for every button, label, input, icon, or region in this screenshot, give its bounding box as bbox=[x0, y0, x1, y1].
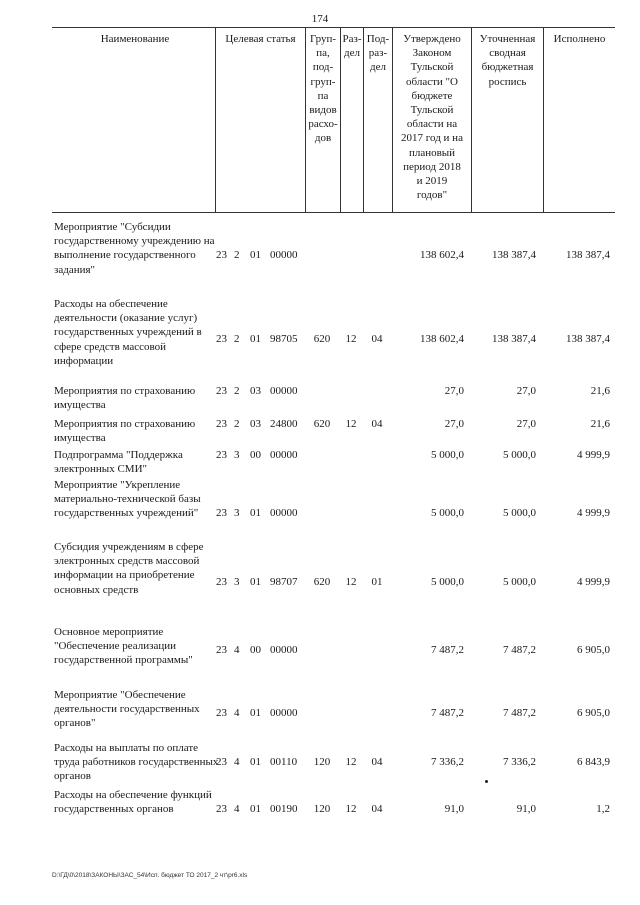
row-approved: 7 336,2 bbox=[431, 756, 464, 768]
row-a: 23 bbox=[216, 507, 227, 519]
row-c: 01 bbox=[250, 803, 261, 815]
row-specified: 5 000,0 bbox=[503, 449, 536, 461]
row-specified: 7 336,2 bbox=[503, 756, 536, 768]
row-d: 98707 bbox=[270, 576, 298, 588]
row-b: 2 bbox=[234, 385, 240, 397]
row-approved: 27,0 bbox=[444, 418, 464, 430]
row-approved: 7 487,2 bbox=[431, 644, 464, 656]
row-approved: 91,0 bbox=[444, 803, 464, 815]
header-podrazdel: Под- раз- дел bbox=[366, 33, 390, 74]
footer-path: D:\ГД\0\2018\ЗАКОНЫ\ЗАС_54\Исп. бюджет ТО 2017_2 чт\pr6.xls bbox=[52, 872, 248, 879]
row-podrazdel: 04 bbox=[371, 418, 383, 430]
row-b: 4 bbox=[234, 644, 240, 656]
row-d: 00000 bbox=[270, 449, 298, 461]
row-group: 120 bbox=[313, 756, 331, 768]
row-a: 23 bbox=[216, 576, 227, 588]
header-name: Наименование bbox=[100, 33, 170, 45]
row-a: 23 bbox=[216, 803, 227, 815]
row-executed: 138 387,4 bbox=[566, 333, 610, 345]
stray-dot bbox=[485, 780, 488, 783]
row-b: 2 bbox=[234, 249, 240, 261]
row-approved: 5 000,0 bbox=[431, 507, 464, 519]
row-specified: 138 387,4 bbox=[492, 249, 536, 261]
row-executed: 4 999,9 bbox=[577, 449, 610, 461]
row-a: 23 bbox=[216, 333, 227, 345]
row-executed: 6 843,9 bbox=[577, 756, 610, 768]
header-razdel: Раз- дел bbox=[342, 33, 362, 60]
row-d: 24800 bbox=[270, 418, 298, 430]
row-name: Мероприятие "Обеспечение деятельности государственных органов" bbox=[54, 689, 200, 730]
row-razdel: 12 bbox=[345, 576, 357, 588]
page-number: 174 bbox=[311, 13, 329, 25]
row-a: 23 bbox=[216, 707, 227, 719]
row-executed: 6 905,0 bbox=[577, 707, 610, 719]
row-b: 4 bbox=[234, 756, 240, 768]
row-d: 00000 bbox=[270, 385, 298, 397]
header-group: Груп- па, под- груп- па видов расхо- дов bbox=[308, 33, 338, 145]
header-approved: Утверждено Законом Тульской области "О бюджете Тульской области на 2017 год и на плановый период 2018 и 2019 годов" bbox=[401, 33, 463, 202]
row-c: 01 bbox=[250, 707, 261, 719]
row-name: Подпрограмма "Поддержка электронных СМИ" bbox=[54, 449, 183, 476]
row-d: 00000 bbox=[270, 249, 298, 261]
row-b: 2 bbox=[234, 333, 240, 345]
row-name: Основное мероприятие "Обеспечение реализации государственной программы" bbox=[54, 626, 193, 667]
header-executed: Исполнено bbox=[553, 33, 606, 45]
row-c: 03 bbox=[250, 385, 261, 397]
row-b: 3 bbox=[234, 449, 240, 461]
row-specified: 5 000,0 bbox=[503, 576, 536, 588]
row-d: 00190 bbox=[270, 803, 298, 815]
row-razdel: 12 bbox=[345, 418, 357, 430]
row-group: 120 bbox=[313, 803, 331, 815]
row-specified: 7 487,2 bbox=[503, 644, 536, 656]
row-name: Субсидия учреждениям в сфере электронных средств массовой информации на приобретение основных средств bbox=[54, 541, 204, 596]
row-b: 3 bbox=[234, 576, 240, 588]
row-approved: 138 602,4 bbox=[420, 249, 464, 261]
row-c: 01 bbox=[250, 576, 261, 588]
row-c: 00 bbox=[250, 644, 261, 656]
row-podrazdel: 04 bbox=[371, 333, 383, 345]
row-executed: 21,6 bbox=[590, 418, 610, 430]
row-c: 01 bbox=[250, 333, 261, 345]
row-name: Мероприятие "Укрепление материально-технической базы государственных учреждений" bbox=[54, 479, 201, 520]
row-specified: 7 487,2 bbox=[503, 707, 536, 719]
row-group: 620 bbox=[313, 576, 331, 588]
row-approved: 138 602,4 bbox=[420, 333, 464, 345]
row-name: Мероприятия по страхованию имущества bbox=[54, 385, 196, 412]
row-a: 23 bbox=[216, 756, 227, 768]
row-b: 4 bbox=[234, 707, 240, 719]
row-specified: 27,0 bbox=[516, 385, 536, 397]
row-executed: 4 999,9 bbox=[577, 507, 610, 519]
row-executed: 4 999,9 bbox=[577, 576, 610, 588]
row-c: 03 bbox=[250, 418, 261, 430]
row-razdel: 12 bbox=[345, 803, 357, 815]
row-name: Расходы на выплаты по оплате труда работников государственных органов bbox=[54, 742, 219, 783]
row-executed: 21,6 bbox=[590, 385, 610, 397]
row-d: 98705 bbox=[270, 333, 298, 345]
table-header bbox=[52, 27, 615, 213]
row-group: 620 bbox=[313, 418, 331, 430]
row-specified: 91,0 bbox=[516, 803, 536, 815]
row-c: 00 bbox=[250, 449, 261, 461]
row-name: Расходы на обеспечение функций государственных органов bbox=[54, 789, 212, 816]
row-executed: 6 905,0 bbox=[577, 644, 610, 656]
row-podrazdel: 04 bbox=[371, 756, 383, 768]
row-d: 00110 bbox=[270, 756, 298, 768]
row-podrazdel: 04 bbox=[371, 803, 383, 815]
row-approved: 5 000,0 bbox=[431, 449, 464, 461]
row-a: 23 bbox=[216, 249, 227, 261]
row-name: Расходы на обеспечение деятельности (оказание услуг) государственных учреждений в сфере средств массовой информации bbox=[54, 298, 202, 367]
row-b: 4 bbox=[234, 803, 240, 815]
row-a: 23 bbox=[216, 418, 227, 430]
row-executed: 138 387,4 bbox=[566, 249, 610, 261]
row-d: 00000 bbox=[270, 707, 298, 719]
header-target-article: Целевая статья bbox=[225, 33, 296, 45]
row-specified: 5 000,0 bbox=[503, 507, 536, 519]
row-razdel: 12 bbox=[345, 756, 357, 768]
row-razdel: 12 bbox=[345, 333, 357, 345]
row-a: 23 bbox=[216, 449, 227, 461]
row-c: 01 bbox=[250, 249, 261, 261]
row-group: 620 bbox=[313, 333, 331, 345]
row-c: 01 bbox=[250, 507, 261, 519]
row-specified: 27,0 bbox=[516, 418, 536, 430]
row-b: 3 bbox=[234, 507, 240, 519]
row-a: 23 bbox=[216, 385, 227, 397]
row-approved: 5 000,0 bbox=[431, 576, 464, 588]
row-approved: 27,0 bbox=[444, 385, 464, 397]
row-d: 00000 bbox=[270, 644, 298, 656]
row-c: 01 bbox=[250, 756, 261, 768]
row-a: 23 bbox=[216, 644, 227, 656]
row-name: Мероприятие "Субсидии государственному учреждению на выполнение государственного задания" bbox=[54, 221, 215, 276]
row-b: 2 bbox=[234, 418, 240, 430]
row-specified: 138 387,4 bbox=[492, 333, 536, 345]
header-specified: Уточненная сводная бюджетная роспись bbox=[479, 33, 536, 88]
row-executed: 1,2 bbox=[596, 803, 610, 815]
row-approved: 7 487,2 bbox=[431, 707, 464, 719]
row-podrazdel: 01 bbox=[371, 576, 383, 588]
row-d: 00000 bbox=[270, 507, 298, 519]
row-name: Мероприятия по страхованию имущества bbox=[54, 418, 196, 445]
